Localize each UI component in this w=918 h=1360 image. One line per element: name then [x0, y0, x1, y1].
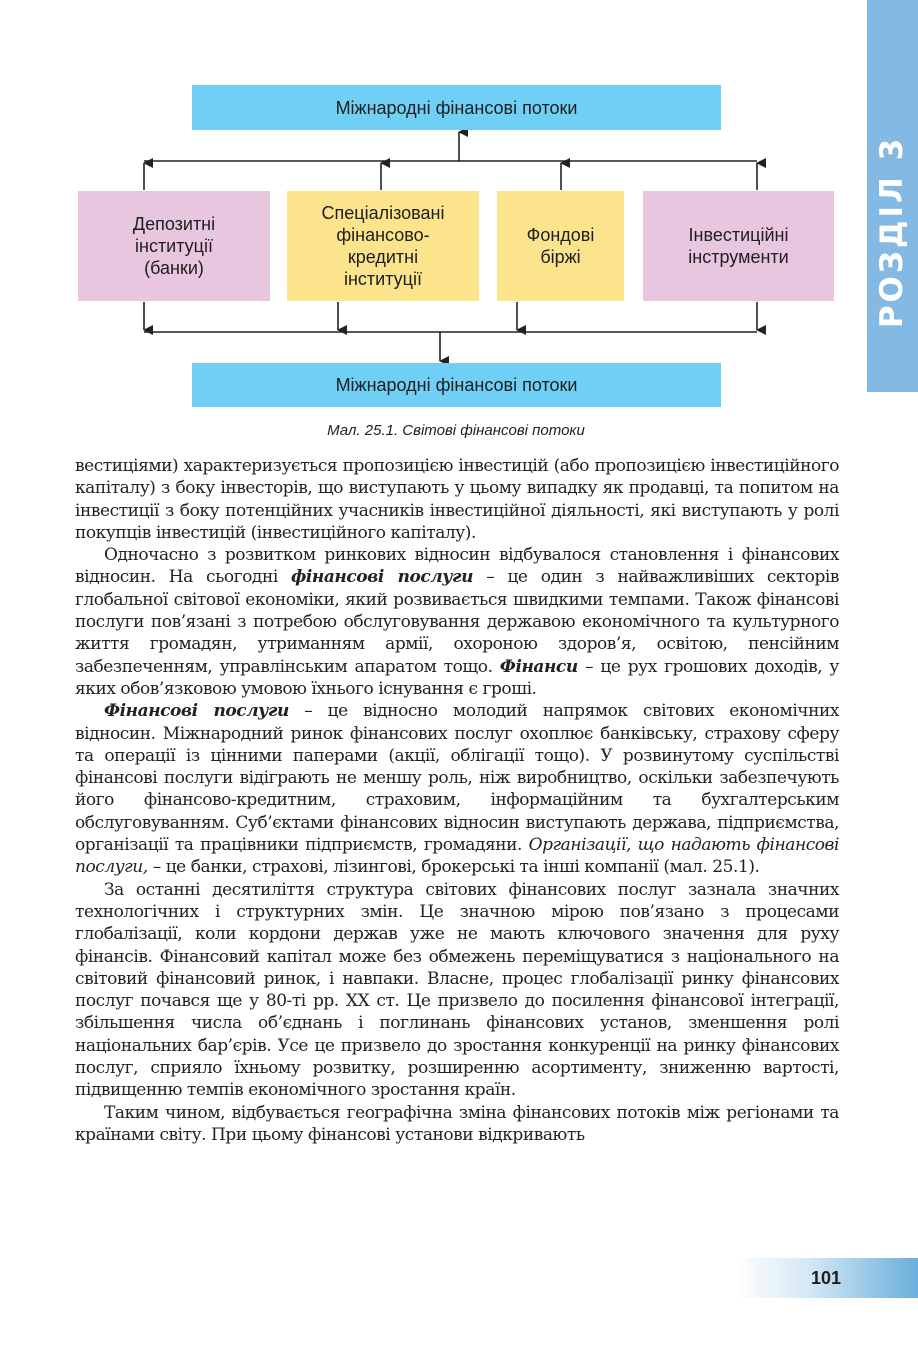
term-financial-services: фінансові послуги	[291, 567, 474, 588]
paragraph-3	[75, 700, 839, 878]
deposit-institutions-box	[78, 191, 270, 301]
p3-text-a: – це відносно молодий напрямок світових економічних відносин. Міжнародний ринок фінансових послуг охоплює банківську, страхову сферу та операції із цінними паперами (акції, облігації тощо). У розвинутому суспільстві фінансові послуги відіграють не меншу роль, ніж виробництво, оскільки забезпечують його фінансово-кредитним, страховим, інформаційним та бухгалтерським обслуговуванням. Суб’єктами фінансових відносин виступають держава, підприємства, організації та працівники підприємств, громадяни.	[75, 701, 839, 856]
top-flows-label: Міжнародні фінансові потоки	[335, 97, 578, 118]
investment-instruments-label: Інвестиційні інструменти	[688, 225, 789, 267]
top-flows-box	[192, 85, 721, 130]
p3-text-b: – це банки, страхові, лізингові, брокерські та інші компанії (мал. 25.1).	[147, 857, 760, 878]
chapter-label: РОЗДІЛ 3	[874, 135, 911, 329]
stock-exchanges-label: Фондові біржі	[526, 225, 595, 267]
bottom-flows-box	[192, 363, 721, 407]
p2-text-b: – це один з найважливіших секторів глобальної світової економіки, який розвивається швидкими темпами. Також фінансові послуги пов’язані з потребою обслуговування державою економічного та культурного життя громадян, утриманням армії, охороною здоров’я, освітою, пенсійним забезпеченням, управлінським апаратом тощо.	[75, 567, 839, 677]
stock-exchanges-box	[497, 191, 624, 301]
investment-instruments-box	[643, 191, 834, 301]
figure-caption: Мал. 25.1. Світові фінансові потоки	[327, 422, 585, 439]
page-number: 101	[810, 1268, 842, 1288]
p2-text-a: Одночасно з розвитком ринкових відносин відбувалося становлення і фінансових відносин. На сьогодні	[75, 545, 839, 588]
paragraph-5: Таким чином, відбувається географічна зміна фінансових потоків між регіонами та країнами світу. При цьому фінансові установи відкривають	[75, 1102, 839, 1145]
specialized-institutions-label: Спеціалізовані фінансово- кредитні інституції	[321, 203, 445, 289]
bottom-flows-label: Міжнародні фінансові потоки	[335, 375, 578, 395]
p2-text-c: – це рух грошових доходів, у яких обов’язковою умовою їхнього існування є гроші.	[75, 656, 839, 699]
deposit-institutions-label: Депозитні інституції (банки)	[132, 214, 216, 278]
paragraph-2	[75, 544, 839, 700]
p3-italic-definition: Організації, що надають фінансові послуги,	[75, 835, 839, 878]
paragraph-4: За останні десятиліття структура світових фінансових послуг зазнала значних технологічних і структурних змін. Це значною мірою пов’язано з процесами глобалізації, коли кордони держав уже не мають ключового значення для руху фінансів. Фінансовий капітал може без обмежень переміщуватися з національного на світовий фінансовий ринок, і навпаки. Власне, процес глобалізації ринку фінансових послуг почався ще у 80-ті рр. XX ст. Це призвело до посилення фінансової інтеграції, збільшення числа об’єднань і поглинань фінансових установ, зменшення ролі національних бар’єрів. Усе це призвело до зростання конкуренції на ринку фінансових послуг, сприяло їхньому розвитку, розширенню асортименту, зниженню вартості, підвищенню темпів економічного зростання країн.	[75, 879, 839, 1101]
specialized-institutions-box	[287, 191, 479, 301]
paragraph-1: вестиціями) характеризується пропозицією інвестицій (або пропозицією інвестиційного капіталу) з боку інвесторів, що виступають у цьому випадку як продавці, та попитом на інвестиції з боку потенційних учасників інвестиційної діяльності, які виступають у ролі покупців інвестицій (інвестиційного капіталу).	[75, 456, 839, 543]
term-finance: Фінанси	[499, 656, 578, 677]
body-text	[75, 455, 839, 1146]
financial-flows-diagram	[0, 0, 918, 420]
term-financial-services-2: Фінансові послуги	[104, 701, 289, 722]
